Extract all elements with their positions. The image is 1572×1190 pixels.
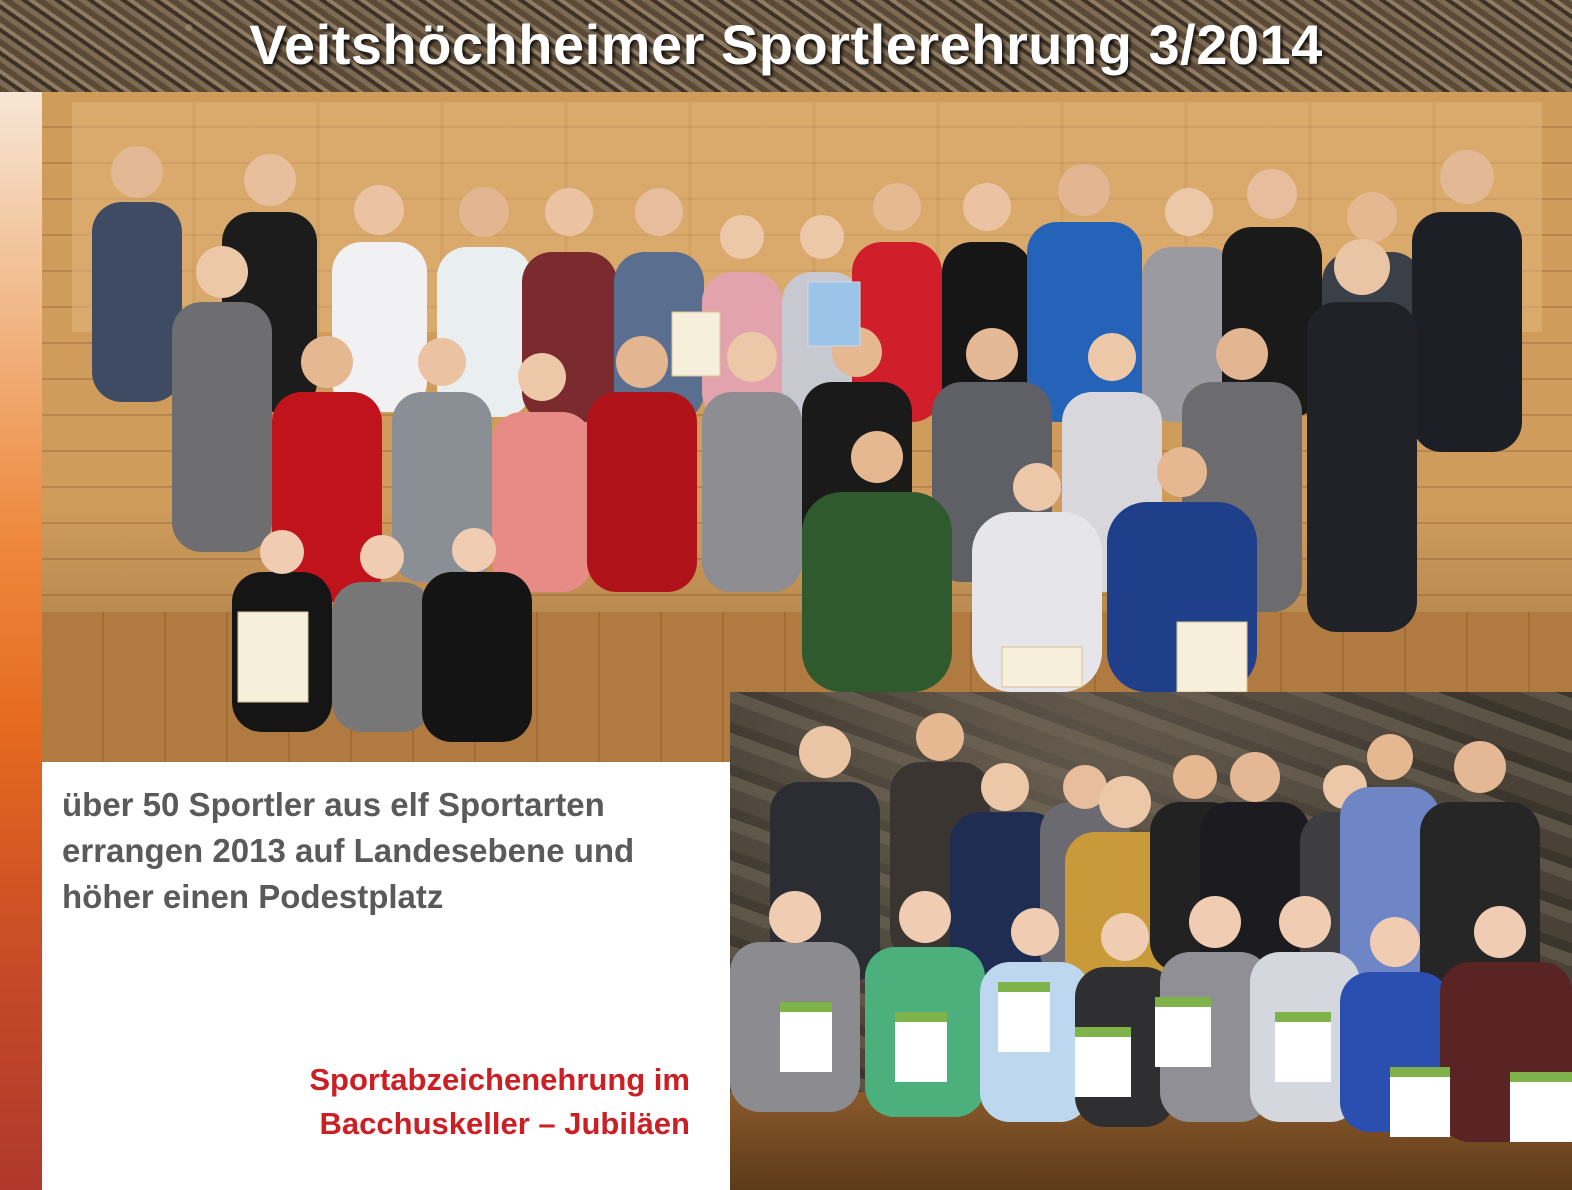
main-caption — [62, 782, 702, 920]
second-caption-line-1: Sportabzeichenehrung im — [309, 1062, 690, 1097]
second-caption — [240, 1058, 690, 1146]
main-caption-line-2: errangen 2013 auf Landesebene und — [62, 832, 635, 869]
main-caption-line-3: höher einen Podestplatz — [62, 878, 444, 915]
second-group-photo — [730, 692, 1572, 1190]
athletes-group-figures — [42, 92, 1572, 762]
page-title: Veitshöchheimer Sportlerehrung 3/2014 — [249, 13, 1323, 76]
main-group-photo — [42, 92, 1572, 762]
accent-stripe — [0, 92, 42, 1190]
main-caption-line-1: über 50 Sportler aus elf Sportarten — [62, 786, 605, 823]
second-caption-line-2: Bacchuskeller – Jubiläen — [319, 1106, 690, 1141]
badge-ceremony-figures — [730, 692, 1572, 1190]
header-banner — [0, 0, 1572, 92]
